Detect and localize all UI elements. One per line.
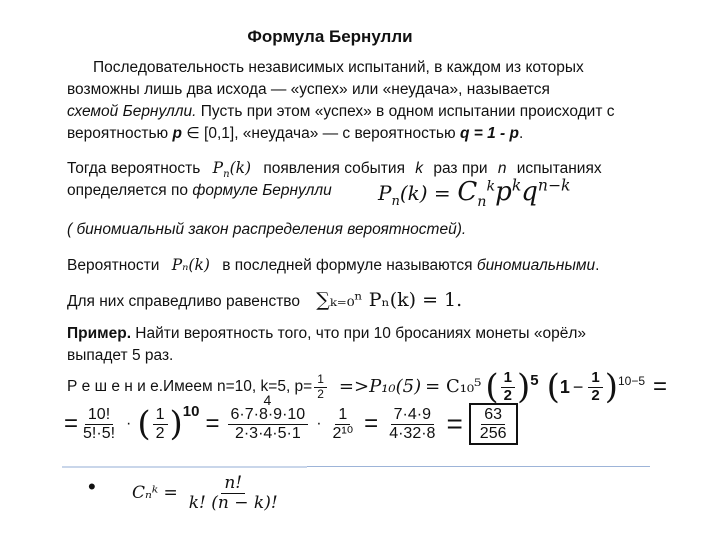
p10-symbol: P₁₀(5) [369,376,422,397]
var-k: k [415,160,424,177]
para1-line4-a: вероятностью [67,125,173,142]
p-value-fraction [314,373,327,400]
binomial-law-note: ( биномиальный закон распределения вероятностей). [67,221,467,238]
var-n: n [497,160,507,177]
para4 [67,254,599,277]
solution-line: Р е ш е н и е. Имеем n=10, k=5, p= $\frac{1}{2}$ => P₁₀(5) = C₁₀⁵ ( $\frac{1}{2}$ ) 5 ( 1 − $\frac{1}{2}$ ) $^{10-5}$ = [67,367,668,407]
reduced-fraction [386,406,438,442]
exponent-5: 5 [530,372,539,389]
para5 [67,289,462,313]
solution-label: Р е ш е н и е. [67,378,163,395]
frac-den: 4·32·8 [389,424,436,442]
para2-line2 [67,180,332,202]
para4-a: Вероятности [67,257,160,274]
frac-den: 2 [503,386,512,404]
para2-c: раз при [433,160,488,177]
frac-num: 1 [588,370,602,388]
para1-line2: возможны лишь два исхода — «успех» или «неудача», называется [67,81,550,98]
frac-num: 1 [153,406,168,425]
implies-arrow: => [338,376,370,397]
frac-num: 1 [501,370,515,388]
binomial-term: биномиальными [476,257,596,274]
frac-num: 63 [481,406,505,425]
product-fraction [228,406,309,442]
divider-line-accent [62,466,307,468]
combination-fraction [186,474,281,512]
cancel-fraction [226,392,311,442]
para1-line3 [67,101,615,123]
combination-formula [132,474,283,512]
para1-line4-b: ∈ [0,1], «неудача» — с вероятностью [181,125,460,142]
example-text1: Найти вероятность того, что при 10 бросаниях монеты «орёл» [131,325,587,342]
frac-num: 6·7·8·9·10 [228,406,309,425]
frac-den: 256 [479,424,507,442]
pn-k-symbol: $P_n(k)$ [212,159,252,181]
example-label: Пример. [67,325,131,342]
frac-den: 2 [591,386,600,404]
sum-equality: ∑ₖ₌₀ⁿ Pₙ(k) = 1. [316,289,463,311]
frac-den: 2 [155,424,165,442]
bernoulli-scheme-term: схемой Бернулли. [67,103,197,120]
exponent-10: 10 [182,403,200,420]
para1-line4 [67,123,523,145]
combination-lhs: Cₙᵏ = [132,483,178,504]
exponent-10-5: 10−5 [618,374,646,388]
c10-5: = C₁₀⁵ [425,376,482,397]
frac-den: k! (n − k)! [188,492,278,513]
para2-d: испытаниях [516,160,602,177]
bernoulli-formula-term: формуле Бернулли [192,182,332,199]
example-line1 [67,323,586,345]
para4-c: . [595,257,600,274]
para4-b: в последней формуле называются [222,257,477,274]
page-title: Формула Бернулли [247,27,413,46]
para2-line2-a: определяется по [67,182,193,199]
frac-num: 10! [85,406,113,425]
para1-line1: Последовательность независимых испытаний, в каждом из которых [93,59,584,76]
frac-num: 1 [314,373,327,387]
half-fraction-1 [501,370,515,404]
para2-b: появления события [263,160,405,177]
example-line2: выпадет 5 раз. [67,347,174,364]
frac-den: 2 [317,386,324,401]
para1-line3-text: Пусть при этом «успех» в одном испытании происходит с [196,103,615,120]
para1-line4-c: . [518,125,524,142]
factorial-fraction [80,406,118,442]
para5-a: Для них справедливо равенство [67,293,300,310]
pn-k-symbol-2: Pₙ(k) [171,256,210,274]
var-p: p [172,125,182,142]
one: 1 [559,377,570,397]
frac-num: n! [221,474,245,494]
frac-den: 2·3·4·5·1 [234,424,301,442]
answer-box [469,403,518,445]
frac-den: 2¹⁰ [332,424,354,442]
computation-line: = $\frac{10!}{5!\cdot 5!}$ · ( $\frac{1}{2}$ ) 10 = 4 $\frac{6\cdot 7\cdot 8\cdot 9\cdot 10}{2\cdot 3\cdot 4\cdot 5\cdot 1}$ · $\frac{1}{\text{2¹⁰}}$ = $\frac{7\cdot 4\cdot 9}{4\cdot 32\cdot 8}$ = $\frac{63}{256}$ [64,403,518,445]
para2-a: Тогда вероятность [67,160,201,177]
bernoulli-formula: $P_n(k) = C_n^kp^kq^{n-k}$ [378,176,571,210]
frac-num: 7·4·9 [391,406,434,425]
power-fraction [330,406,357,442]
bullet-dot: • [88,474,96,499]
half-fraction-2 [588,370,602,404]
frac-den: 5!·5! [83,424,116,442]
cancel-mark: 4 [263,392,272,408]
frac-num: 1 [335,406,350,425]
var-q-formula: q = 1 - p [459,125,519,142]
half-fraction-3 [153,406,168,442]
answer-fraction [477,406,510,442]
solution-text: Имеем n=10, k=5, p= [163,378,313,395]
